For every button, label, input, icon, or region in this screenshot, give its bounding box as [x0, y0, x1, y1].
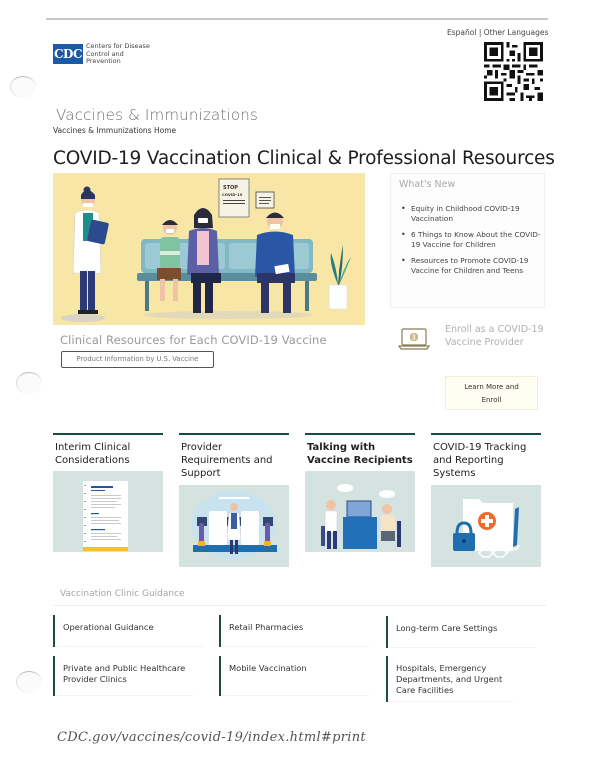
card-tracking-reporting-systems[interactable]: [431, 433, 541, 567]
enroll-button-line2: Enroll: [481, 396, 502, 404]
card-interim-clinical-considerations[interactable]: [53, 433, 163, 553]
waiting-room-illustration: [53, 173, 365, 325]
secure-folder-illustration: [431, 485, 541, 567]
whats-new-item[interactable]: • Equity in Childhood COVID-19 Vaccination: [401, 204, 541, 224]
guidance-item-mobile-vaccination[interactable]: Mobile Vaccination: [219, 656, 369, 696]
language-links: [447, 28, 548, 37]
punch-hole-bottom: [16, 671, 42, 693]
clinical-resources-heading: Clinical Resources for Each COVID-19 Vaccine: [60, 333, 327, 347]
link-espanol[interactable]: Español: [447, 28, 477, 37]
card-image-document: [53, 471, 163, 552]
whats-new-item[interactable]: • 6 Things to Know About the COVID-19 Vaccine for Children: [401, 230, 541, 250]
guidance-item-long-term-care[interactable]: Long-term Care Settings: [386, 616, 536, 648]
whats-new-panel: [390, 173, 545, 308]
guidance-item-private-public-clinics[interactable]: Private and Public Healthcare Provider Clinics: [53, 656, 193, 696]
top-rule: [46, 18, 548, 20]
svg-text:STOP: STOP: [223, 185, 238, 191]
card-image-secure-folder: [431, 485, 541, 567]
cdc-logo-mark: CDC: [53, 44, 83, 64]
card-image-clinic: [179, 485, 289, 567]
clinic-illustration: [179, 485, 289, 567]
enroll-panel: [390, 318, 545, 418]
card-title: COVID-19 Tracking and Reporting Systems: [433, 442, 527, 479]
cdc-logo[interactable]: [53, 43, 156, 66]
card-provider-requirements[interactable]: [179, 433, 289, 567]
punch-hole-middle: [16, 372, 42, 394]
section-title: Vaccines & Immunizations: [56, 106, 258, 124]
punch-hole-top: [10, 76, 36, 98]
svg-text:COVID-19: COVID-19: [222, 192, 243, 197]
guidance-item-operational[interactable]: Operational Guidance: [53, 615, 203, 647]
card-image-consultation: [305, 471, 415, 552]
product-information-button[interactable]: Product Information by U.S. Vaccine: [61, 351, 214, 368]
whats-new-item[interactable]: • Resources to Promote COVID-19 Vaccine for Children and Teens: [401, 256, 541, 276]
qr-code-icon: [484, 42, 543, 101]
learn-more-enroll-button[interactable]: [445, 376, 538, 410]
card-title: Talking with Vaccine Recipients: [307, 442, 413, 466]
card-title: Provider Requirements and Support: [181, 442, 273, 479]
enroll-button-line1: Learn More and: [464, 383, 519, 391]
link-other-languages[interactable]: Other Languages: [483, 28, 549, 37]
hero-illustration: [53, 173, 365, 325]
page-title: COVID-19 Vaccination Clinical & Professional Resources: [53, 148, 555, 169]
laptop-medical-icon: [398, 328, 430, 350]
guidance-heading: Vaccination Clinic Guidance: [60, 589, 185, 599]
breadcrumb-home-link[interactable]: Vaccines & Immunizations Home: [53, 126, 177, 135]
consultation-illustration: [305, 471, 415, 552]
card-talking-with-recipients[interactable]: [305, 433, 415, 553]
enroll-title: Enroll as a COVID-19 Vaccine Provider: [445, 324, 544, 348]
handwritten-url-annotation: CDC.gov/vaccines/covid-19/index.html#print: [57, 730, 366, 745]
card-title: Interim Clinical Considerations: [55, 442, 131, 466]
lang-separator: |: [478, 28, 482, 37]
whats-new-list: [401, 204, 541, 282]
document-illustration: [53, 471, 163, 552]
cdc-logo-name: Centers for Disease Control and Prevention: [86, 42, 150, 65]
guidance-divider: [53, 605, 546, 606]
guidance-item-retail-pharmacies[interactable]: Retail Pharmacies: [219, 615, 369, 647]
guidance-item-hospitals-urgent-care[interactable]: Hospitals, Emergency Departments, and Urgent Care Facilities: [386, 656, 514, 702]
whats-new-heading: What's New: [399, 179, 456, 190]
